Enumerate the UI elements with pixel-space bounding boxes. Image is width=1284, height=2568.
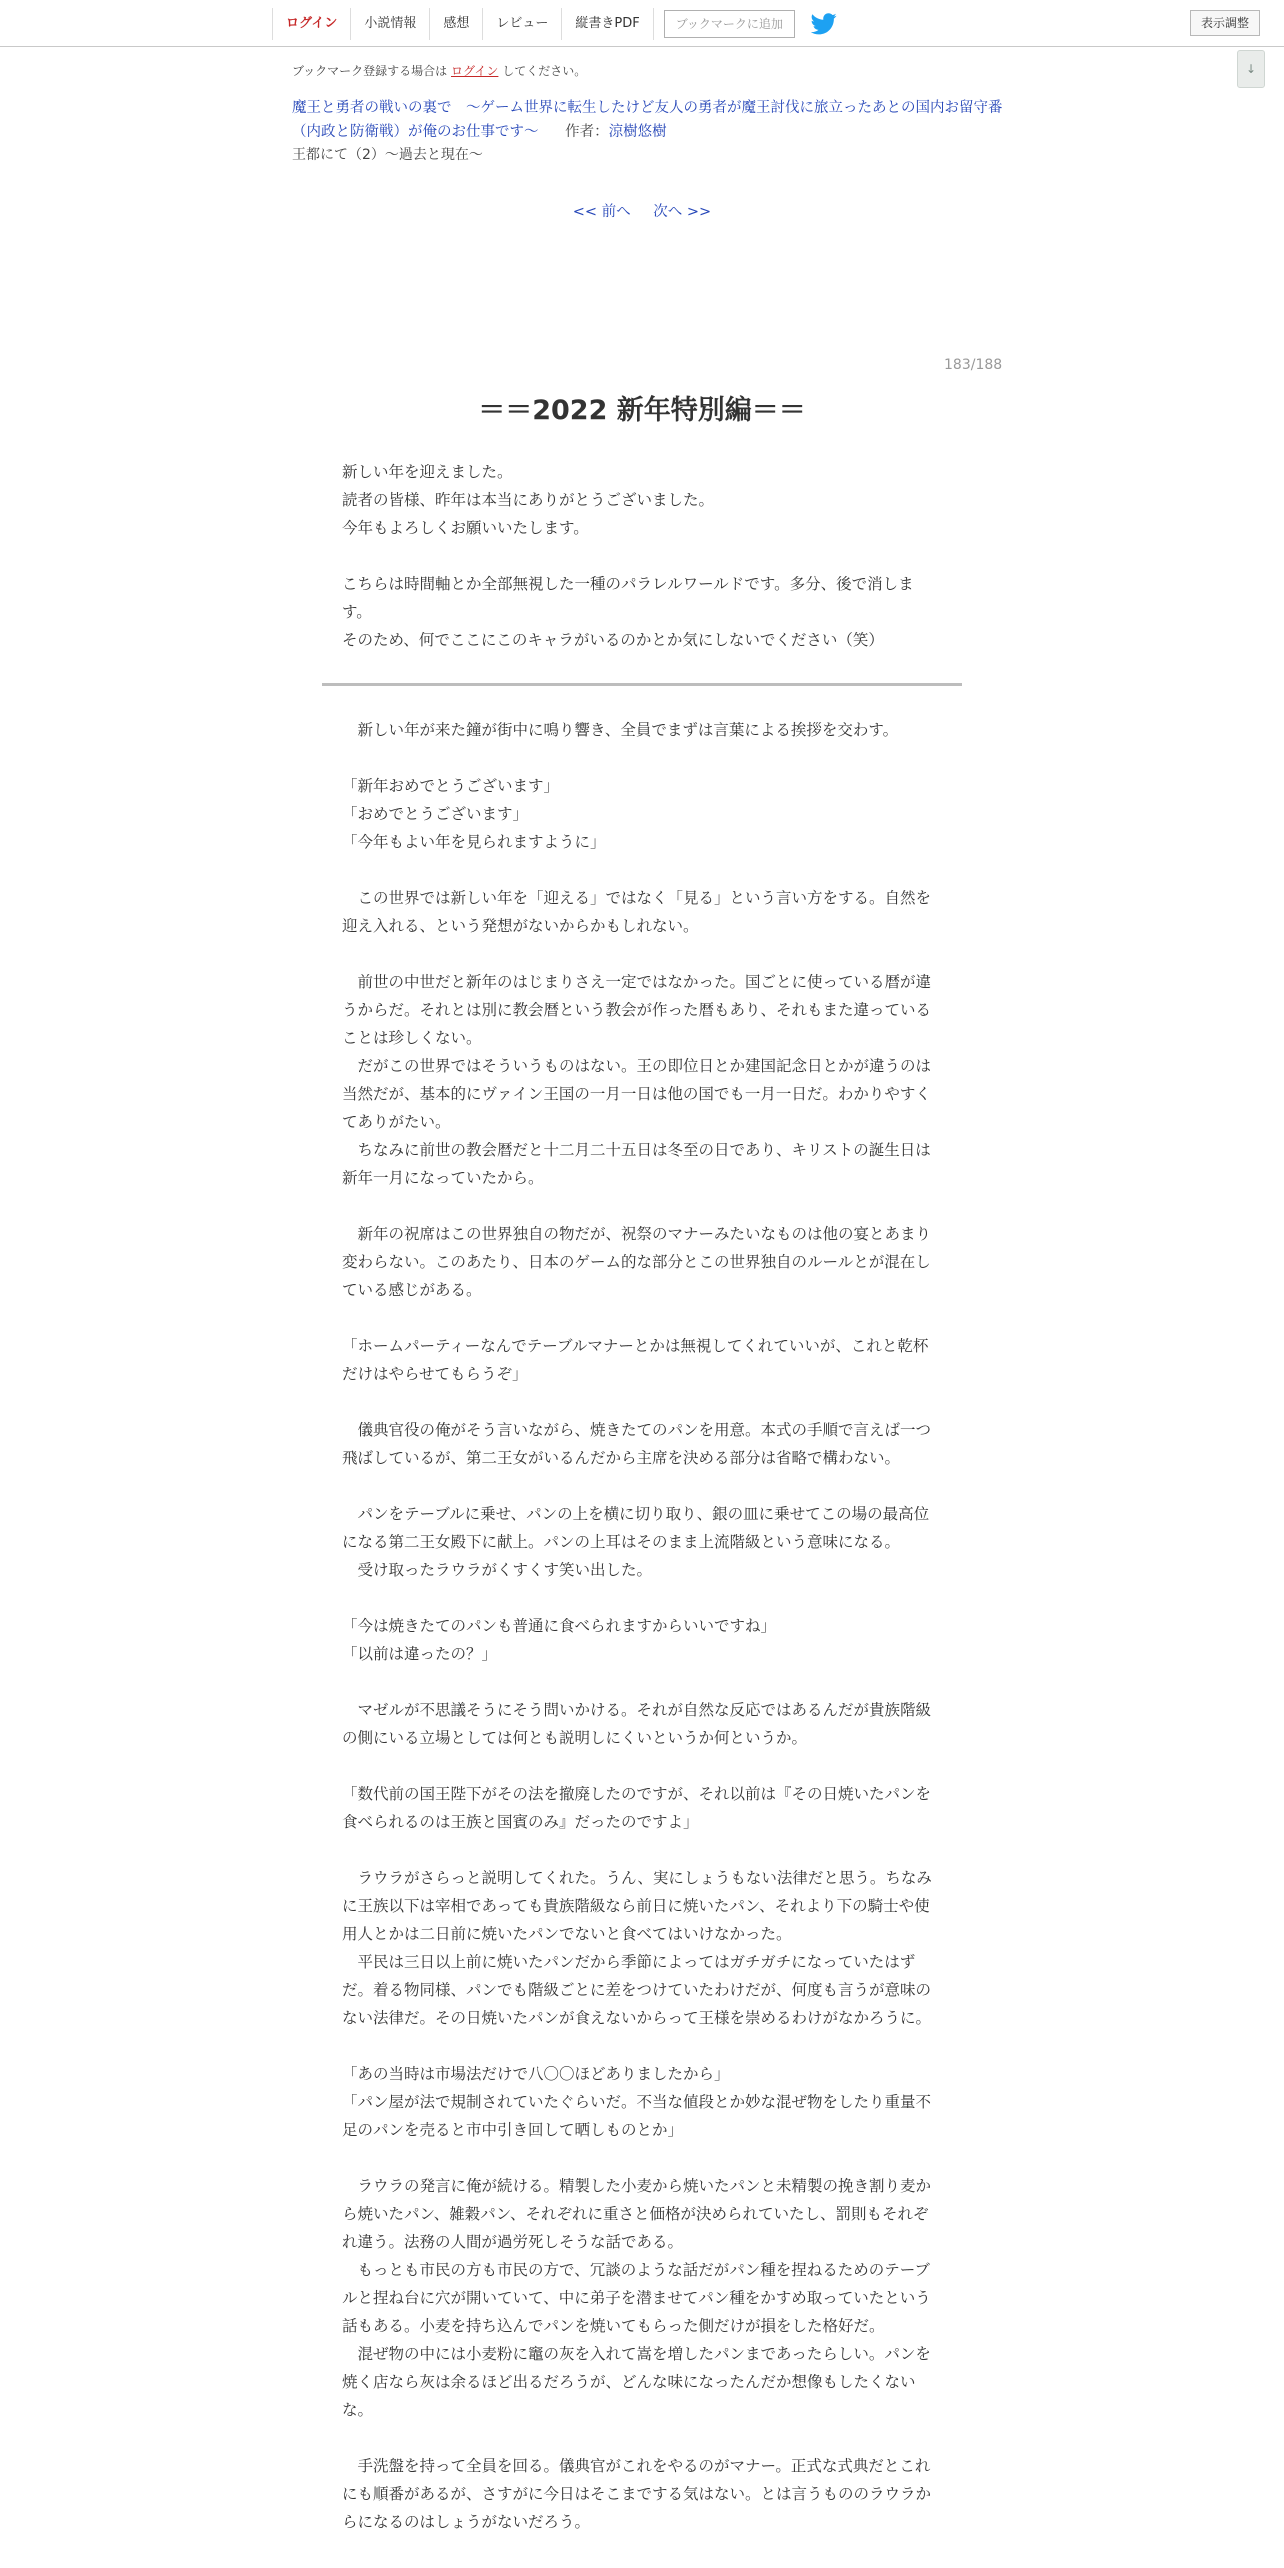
- novel-title-link[interactable]: 魔王と勇者の戦いの裏で ～ゲーム世界に転生したけど友人の勇者が魔王討伐に旅立ったあとの国内お留守番（内政と防衛戦）が俺のお仕事です～: [292, 100, 1003, 140]
- body-paragraph: 「パン屋が法で規制されていたぐらいだ。不当な値段とか妙な混ぜ物をしたり重量不足のパンを売ると市中引き回して晒しものとか」: [342, 2093, 932, 2139]
- preface-paragraph: 今年もよろしくお願いいたします。: [342, 519, 589, 537]
- preface-paragraph: 新しい年を迎えました。: [342, 463, 513, 481]
- body-paragraph: [342, 1304, 942, 1332]
- body-paragraph: ラウラの発言に俺が続ける。精製した小麦から焼いたパンと未精製の挽き割り麦から焼いたパン、雑穀パン、それぞれに重さと価格が決められていたし、罰則もそれぞれ違う。法務の人間が過労死しそうな話である。: [342, 2177, 932, 2251]
- episode-title: ＝＝2022 新年特別編＝＝: [478, 395, 806, 426]
- body-paragraph: マゼルが不思議そうにそう問いかける。それが自然な反応ではあるんだが貴族階級の側にいる立場としては何とも説明しにくいというか何というか。: [342, 1701, 932, 1747]
- body-paragraph: 「今は焼きたてのパンも普通に食べられますからいいですね」: [342, 1617, 777, 1635]
- body-paragraph: 儀典官役の俺がそう言いながら、焼きたてのパンを用意。本式の手順で言えば一つ飛ばしているが、第二王女がいるんだから主席を決める部分は省略で構わない。: [342, 1421, 932, 1467]
- preface-text: [342, 458, 942, 654]
- episode-pager: [0, 200, 1284, 221]
- notice-text-before: ブックマーク登録する場合は: [292, 64, 448, 78]
- body-paragraph: 混ぜ物の中には小麦粉に竈の灰を入れて嵩を増したパンまであったらしい。パンを焼く店なら灰は余るほど出るだろうが、どんな味になったんだか想像もしたくないな。: [342, 2345, 931, 2419]
- body-paragraph: [342, 1388, 942, 1416]
- body-paragraph: [342, 856, 942, 884]
- body-paragraph: 「ホームパーティーなんでテーブルマナーとかは無視してくれていいが、これと乾杯だけはやらせてもらうぞ」: [342, 1337, 929, 1383]
- body-paragraph: [342, 1584, 942, 1612]
- notice-login-link[interactable]: ログイン: [451, 64, 499, 78]
- novel-title-block: [292, 96, 1012, 144]
- notice-text-after: してください。: [502, 64, 587, 78]
- body-paragraph: [342, 1472, 942, 1500]
- body-paragraph: [342, 1752, 942, 1780]
- preface-paragraph: そのため、何でここにこのキャラがいるのかとか気にしないでください（笑）: [342, 631, 884, 649]
- body-paragraph: 「数代前の国王陛下がその法を撤廃したのですが、それ以前は『その日焼いたパンを食べられるのは王族と国賓のみ』だったのですよ」: [342, 1785, 932, 1831]
- body-paragraph: 平民は三日以上前に焼いたパンだから季節によってはガチガチになっていたはずだ。着る物同様、パンでも階級ごとに差をつけていたわけだが、何度も言うが意味のない法律だ。その日焼いたパンが食えないからって王様を崇めるわけがなかろうに。: [342, 1953, 932, 2027]
- preface-paragraph: [342, 542, 942, 570]
- body-paragraph: 手洗盤を持って全員を回る。儀典官がこれをやるのがマナー。正式な式典だとこれにも順番があるが、さすがに今日はそこまでする気はない。とは言うもののラウラからになるのはしょうがないだろう。: [342, 2457, 932, 2531]
- body-paragraph: 「おめでとうございます」: [342, 805, 529, 823]
- nav-vertical-pdf-link[interactable]: 縦書きPDF: [561, 8, 653, 40]
- next-episode-link[interactable]: 次へ >>: [653, 204, 712, 220]
- nav-novel-info-link[interactable]: 小説情報: [350, 8, 429, 40]
- body-paragraph: この世界では新しい年を「迎える」ではなく「見る」という言い方をする。自然を迎え入れる、という発想がないからかもしれない。: [342, 889, 932, 935]
- body-paragraph: 前世の中世だと新年のはじまりさえ一定ではなかった。国ごとに使っている暦が違うからだ。それとは別に教会暦という教会が作った暦もあり、それもまた違っていることは珍しくない。: [342, 973, 932, 1047]
- nav-review-link[interactable]: レビュー: [482, 8, 561, 40]
- body-paragraph: だがこの世界ではそういうものはない。王の即位日とか建国記念日とかが違うのは当然だが、基本的にヴァイン王国の一月一日は他の国でも一月一日だ。わかりやすくてありがたい。: [342, 1057, 932, 1131]
- body-paragraph: [342, 1668, 942, 1696]
- body-paragraph: [342, 2144, 942, 2172]
- body-paragraph: 「新年おめでとうございます」: [342, 777, 560, 795]
- author-label: 作者：: [565, 124, 609, 140]
- author-link[interactable]: 涼樹悠樹: [608, 124, 667, 140]
- display-settings-button[interactable]: 表示調整: [1190, 10, 1260, 36]
- chapter-subtitle: 王都にて（2）～過去と現在～: [292, 147, 483, 163]
- body-paragraph: ちなみに前世の教会暦だと十二月二十五日は冬至の日であり、キリストの誕生日は新年一月になっていたから。: [342, 1141, 931, 1187]
- body-paragraph: もっとも市民の方も市民の方で、冗談のような話だがパン種を捏ねるためのテーブルと捏ね台に穴が開いていて、中に弟子を潜ませてパン種をかすめ取っていたという話もある。小麦を持ち込んでパンを焼いてもらった側だけが損をした格好だ。: [342, 2261, 931, 2335]
- body-paragraph: [342, 2032, 942, 2060]
- preface-paragraph: 読者の皆様、昨年は本当にありがとうございました。: [342, 491, 715, 509]
- body-paragraph: パンをテーブルに乗せ、パンの上を横に切り取り、銀の皿に乗せてこの場の最高位になる第二王女殿下に献上。パンの上耳はそのまま上流階級という意味になる。: [342, 1505, 930, 1551]
- body-paragraph: 「あの当時は市場法だけで八〇〇ほどありましたから」: [342, 2065, 730, 2083]
- twitter-icon[interactable]: [811, 13, 837, 35]
- body-paragraph: [342, 2424, 942, 2452]
- body-paragraph: 「以前は違ったの？」: [342, 1645, 498, 1663]
- body-paragraph: 新しい年が来た鐘が街中に鳴り響き、全員でまずは言葉による挨拶を交わす。: [342, 721, 899, 739]
- body-paragraph: [342, 744, 942, 772]
- nav-impressions-link[interactable]: 感想: [429, 8, 482, 40]
- body-paragraph: 受け取ったラウラがくすくす笑い出した。: [342, 1561, 653, 1579]
- preface-paragraph: こちらは時間軸とか全部無視した一種のパラレルワールドです。多分、後で消します。: [342, 575, 914, 621]
- episode-page-number: 183/188: [944, 357, 1003, 373]
- main-nav: [272, 8, 837, 40]
- body-paragraph: [342, 1836, 942, 1864]
- body-paragraph: 「今年もよい年を見られますように」: [342, 833, 606, 851]
- episode-body-text: [342, 716, 942, 2536]
- nav-login-link[interactable]: ログイン: [272, 8, 350, 40]
- prev-episode-link[interactable]: << 前へ: [572, 204, 631, 220]
- add-bookmark-button[interactable]: ブックマークに追加: [664, 10, 795, 38]
- preface-divider: [322, 683, 962, 686]
- bookmark-login-notice: [292, 62, 586, 79]
- body-paragraph: ラウラがさらっと説明してくれた。うん、実にしょうもない法律だと思う。ちなみに王族以下は宰相であっても貴族階級なら前日に焼いたパン、それより下の騎士や使用人とかは二日前に焼いたパンでないと食べてはいけなかった。: [342, 1869, 932, 1943]
- body-paragraph: 新年の祝席はこの世界独自の物だが、祝祭のマナーみたいなものは他の宴とあまり変わらない。このあたり、日本のゲーム的な部分とこの世界独自のルールとが混在している感じがある。: [342, 1225, 932, 1299]
- body-paragraph: [342, 1192, 942, 1220]
- scroll-down-tab[interactable]: ↓: [1237, 50, 1265, 88]
- top-navigation-bar: [0, 0, 1284, 47]
- body-paragraph: [342, 940, 942, 968]
